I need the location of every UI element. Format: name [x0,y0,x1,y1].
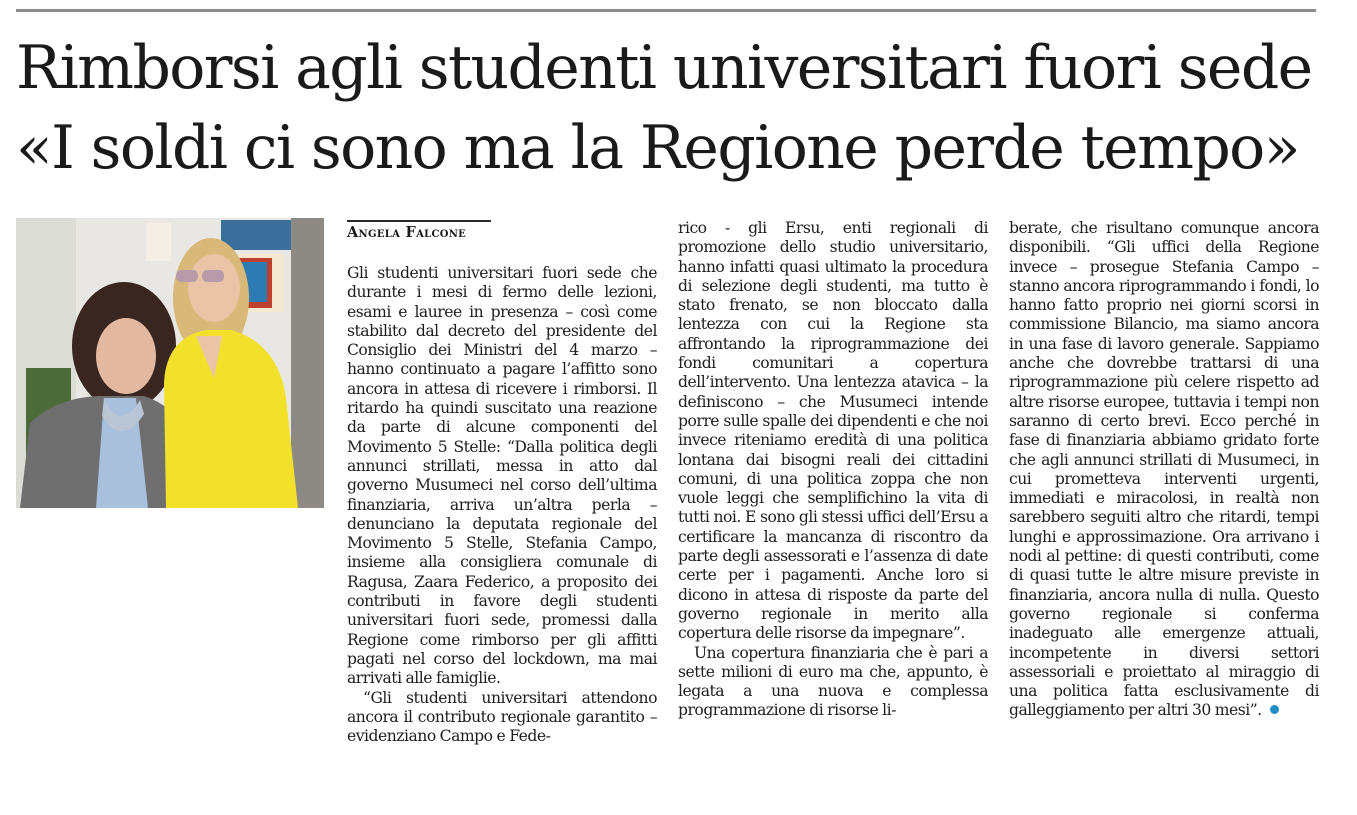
headline-line-1: Rimborsi agli studenti universitari fuori sede [16,33,1312,103]
paragraph: “Gli studenti universitari attendono ancora il contributo regionale garantito – evidenziano Campo e Fede- [347,688,657,746]
headline [16,28,1336,188]
paragraph-text: berate, che risultano comunque ancora disponibili. “Gli uffici della Regione invece – prosegue Stefania Campo – stanno ancora riprogrammando i fondi, lo hanno fatto proprio nei giorni scorsi in commissione Bilancio, ma siamo ancora in una fase di lavoro generale. Sappiamo anche che dovrebbe trattarsi di una riprogrammazione più celere rispetto ad altre risorse europee, tuttavia i tempi non saranno di certo brevi. Ecco perché in fase di finanziaria abbiamo gridato forte che agli annunci strillati di Musumeci, in cui prometteva interventi urgenti, immediati e miracolosi, in realtà non sarebbero seguiti altro che ritardi, tempi lunghi e approssimazione. Ora arrivano i nodi al pettine: di questi contributi, come di quasi tutte le altre misure previste in finanziaria, ancora nulla di nulla. Questo governo regionale si conferma inadeguato alle emergenze attuali, incompetente in diversi settori assessoriali e proiettato al miraggio di una politica fatta esclusivamente di galleggiamento per altri 30 mesi”. [1009,219,1319,720]
article-column-2 [678,219,988,721]
paragraph [1009,219,1319,721]
paragraph: Una copertura finanziaria che è pari a sette milioni di euro ma che, appunto, è legata a una nuova e complessa programmazione di risorse li- [678,643,988,720]
top-rule [16,9,1316,12]
article-photo [16,218,324,508]
headline-line-2: «I soldi ci sono ma la Regione perde tempo» [16,113,1299,183]
byline-rule [347,220,491,222]
end-of-article-dot-icon [1270,705,1279,714]
author-byline: Angela Falcone [347,224,467,241]
article-column-3 [1009,219,1319,721]
article-column-1 [347,264,657,746]
paragraph: Gli studenti universitari fuori sede che durante i mesi di fermo delle lezioni, esami e lauree in presenza – così come stabilito dal decreto del presidente del Consiglio dei Ministri del 4 marzo – hanno continuato a pagare l’affitto sono ancora in attesa di ricevere i rimborsi. Il ritardo ha quindi suscitato una reazione da parte di alcune componenti del Movimento 5 Stelle: “Dalla politica degli annunci strillati, messa in atto dal governo Musumeci nel corso dell’ultima finanziaria, arriva un’altra perla – denunciano la deputata regionale del Movimento 5 Stelle, Stefania Campo, insieme alla consigliera comunale di Ragusa, Zaara Federico, a proposito dei contributi in favore degli studenti universitari fuori sede, promessi dalla Regione come rimborso per gli affitti pagati nel corso del lockdown, ma mai arrivati alle famiglie. [347,264,657,688]
paragraph: rico - gli Ersu, enti regionali di promozione dello studio universitario, hanno infatti quasi ultimato la procedura di selezione degli studenti, ma tutto è stato frenato, se non bloccato dalla lentezza con cui la Regione sta affrontando la riprogrammazione dei fondi comunitari a copertura dell’intervento. Una lentezza atavica – la definiscono – che Musumeci intende porre sulle spalle dei dipendenti e che noi invece riteniamo eredità di una politica lontana dai bisogni reali dei cittadini comuni, di una politica zoppa che non vuole leggi che semplifichino la vita di tutti noi. E sono gli stessi uffici dell’Ersu a certificare la mancanza di riscontro da parte degli assessorati e l’assenza di date certe per i pagamenti. Anche loro si dicono in attesa di risposte da parte del governo regionale in merito alla copertura delle risorse da impegnare”. [678,219,988,643]
